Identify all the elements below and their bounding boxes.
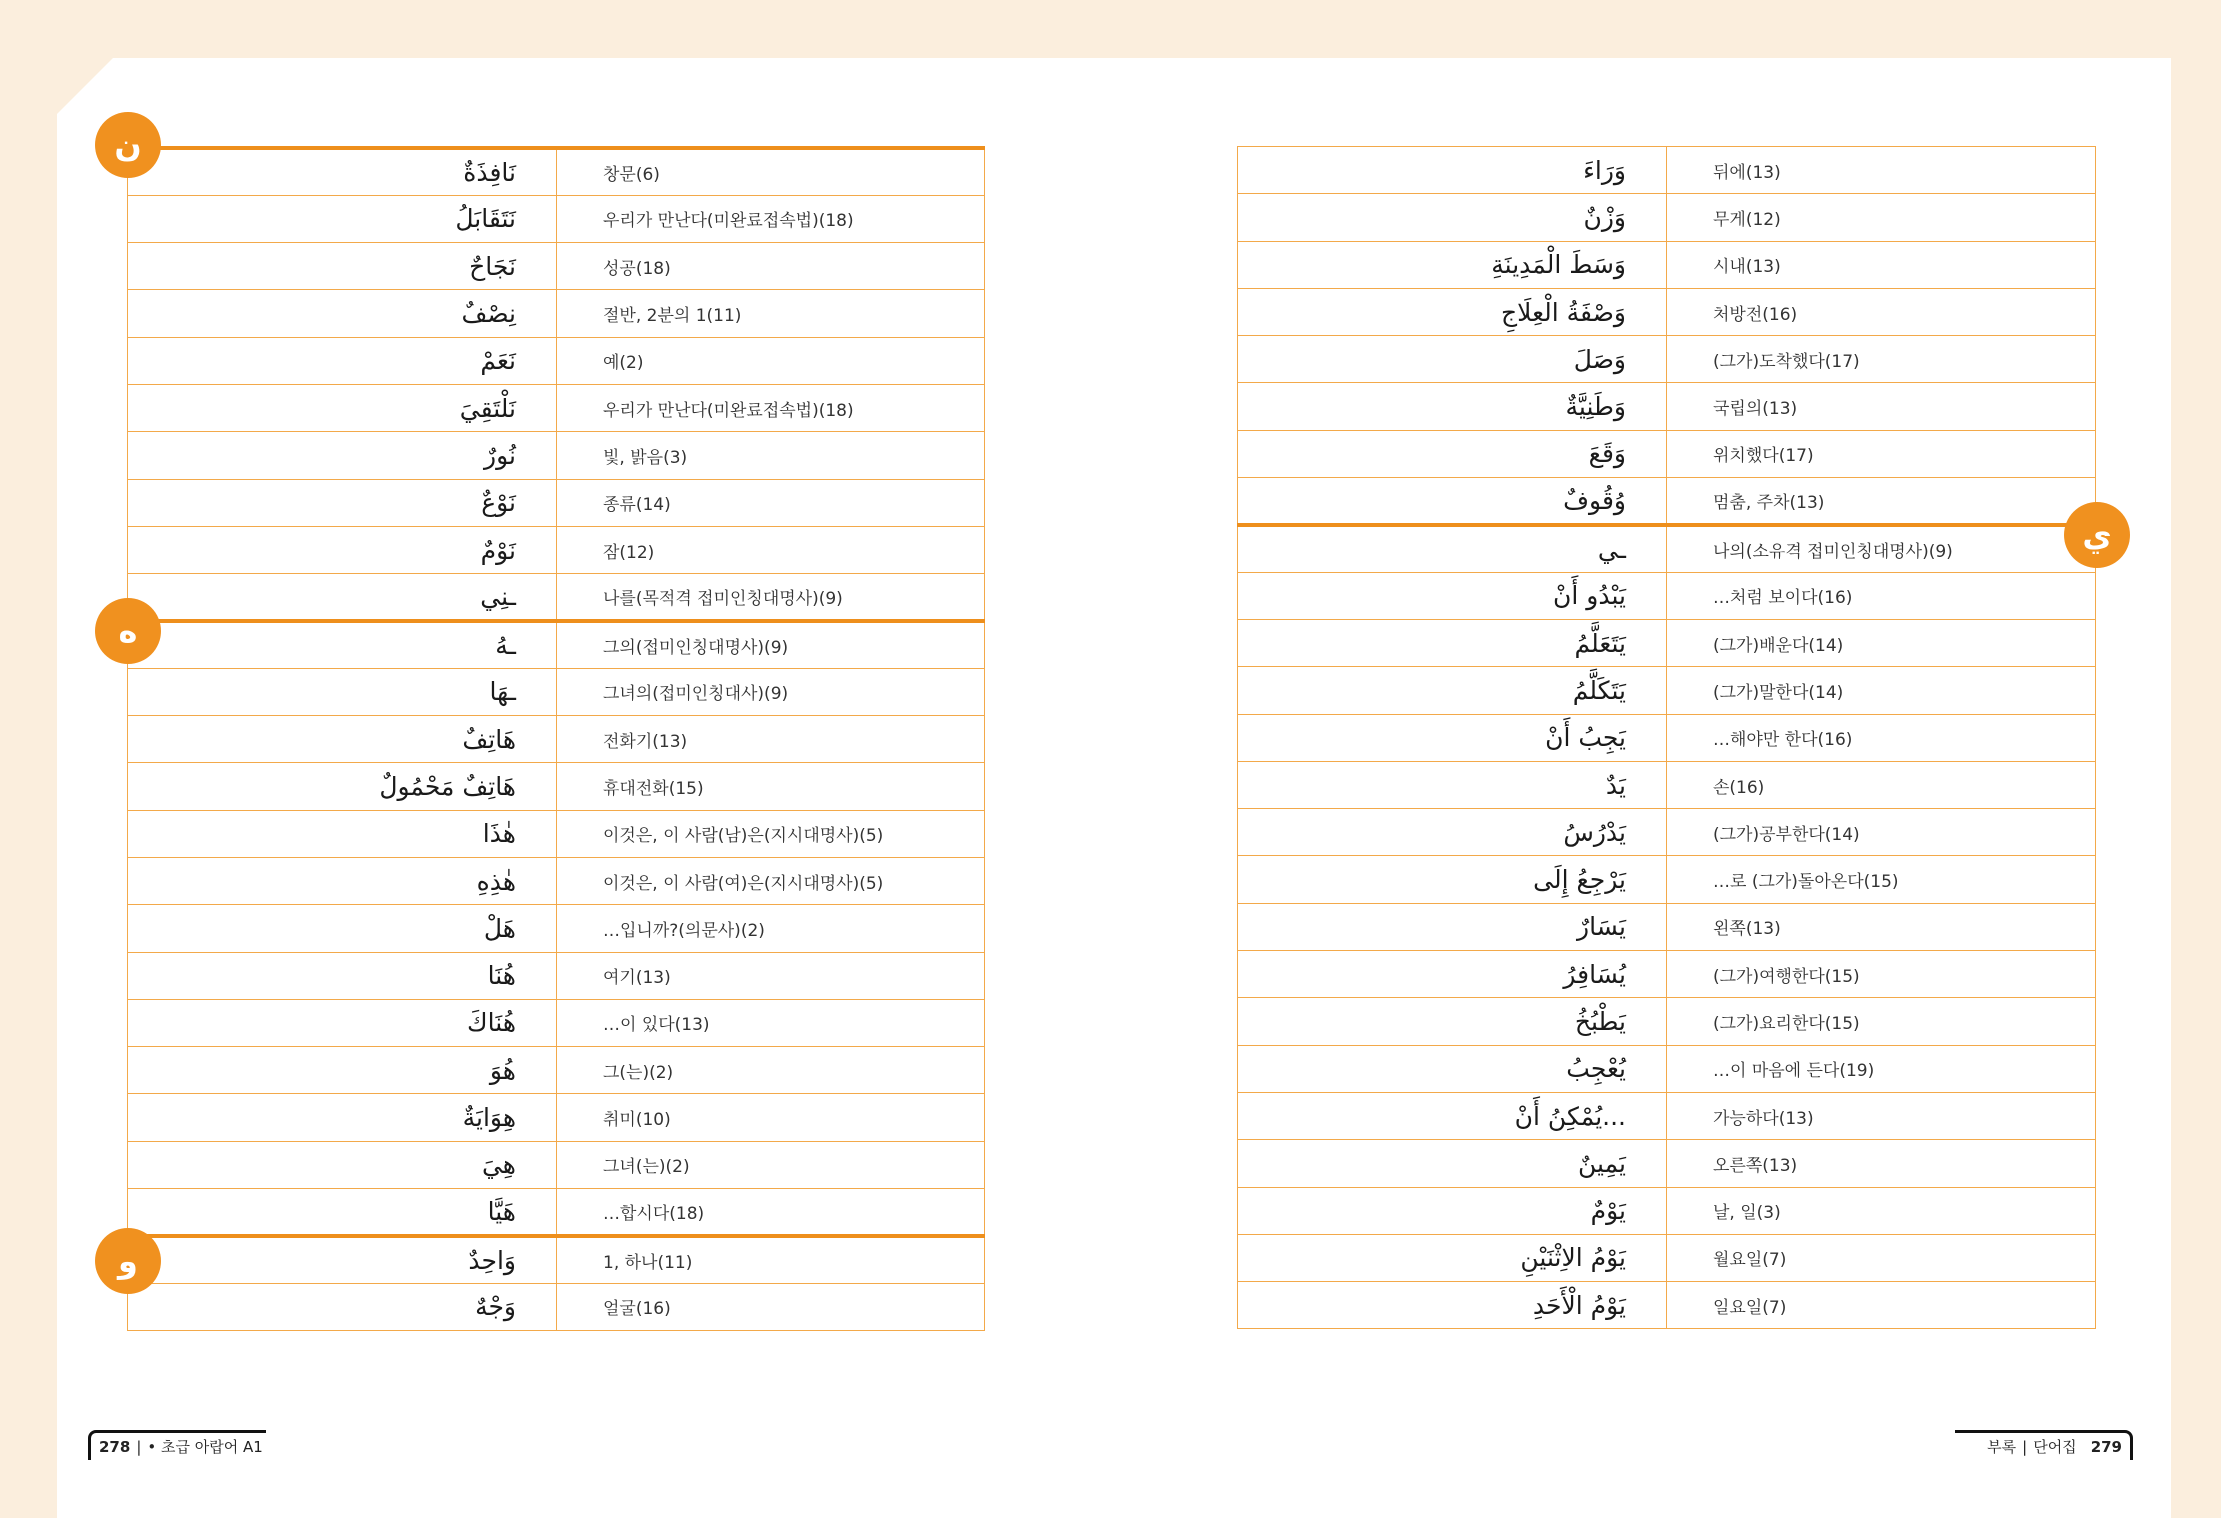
section-letter-nun: ن: [95, 112, 161, 178]
table-row: [128, 337, 985, 384]
korean-meaning: 창문(6): [557, 148, 985, 195]
korean-meaning: (그가)배운다(14): [1667, 619, 2096, 666]
arabic-word: هُنَا: [128, 952, 557, 999]
table-row: [1238, 903, 2096, 950]
arabic-word: وَزْنٌ: [1238, 194, 1667, 241]
korean-meaning: 가능하다(13): [1667, 1092, 2096, 1139]
table-row: [1238, 525, 2096, 572]
arabic-word: يَدٌ: [1238, 761, 1667, 808]
arabic-word: وَقَعَ: [1238, 430, 1667, 477]
korean-meaning: …해야만 한다(16): [1667, 714, 2096, 761]
korean-meaning: 그녀(는)(2): [557, 1141, 985, 1188]
korean-meaning: 여기(13): [557, 952, 985, 999]
korean-meaning: 일요일(7): [1667, 1282, 2096, 1329]
table-row: [128, 1189, 985, 1236]
table-row: [128, 290, 985, 337]
korean-meaning: 멈춤, 주차(13): [1667, 478, 2096, 525]
section-letter-ha: ه: [95, 598, 161, 664]
table-row: [128, 716, 985, 763]
korean-meaning: 우리가 만난다(미완료접속법)(18): [557, 384, 985, 431]
arabic-word: هَيَّا: [128, 1189, 557, 1236]
table-row: [128, 432, 985, 479]
table-row: [1238, 194, 2096, 241]
korean-meaning: 국립의(13): [1667, 383, 2096, 430]
table-row: [1238, 241, 2096, 288]
korean-meaning: 1, 하나(11): [557, 1236, 985, 1283]
table-row: [1238, 998, 2096, 1045]
korean-meaning: 이것은, 이 사람(남)은(지시대명사)(5): [557, 810, 985, 857]
arabic-word: هَلْ: [128, 905, 557, 952]
table-row: [128, 763, 985, 810]
arabic-word: نِصْفٌ: [128, 290, 557, 337]
footer-separator: |: [2022, 1437, 2028, 1456]
korean-meaning: (그가)여행한다(15): [1667, 951, 2096, 998]
table-row: [1238, 288, 2096, 335]
section-letter-waw: و: [95, 1228, 161, 1294]
arabic-word: وَسَطَ الْمَدِينَةِ: [1238, 241, 1667, 288]
arabic-word: ـنِي: [128, 574, 557, 621]
korean-meaning: 잠(12): [557, 526, 985, 573]
arabic-word: ـهَا: [128, 668, 557, 715]
korean-meaning: 그녀의(접미인칭대사)(9): [557, 668, 985, 715]
table-row: [128, 952, 985, 999]
arabic-word: وَصْفَةُ الْعِلَاجِ: [1238, 288, 1667, 335]
korean-meaning: 뒤에(13): [1667, 147, 2096, 194]
footer-section: 부록: [1987, 1438, 2017, 1456]
table-row: [128, 384, 985, 431]
korean-meaning: …로 (그가)돌아온다(15): [1667, 856, 2096, 903]
korean-meaning: 날, 일(3): [1667, 1187, 2096, 1234]
korean-meaning: 성공(18): [557, 243, 985, 290]
table-row: [128, 526, 985, 573]
footer-separator: |: [136, 1437, 142, 1456]
arabic-word: يَدْرُسُ: [1238, 809, 1667, 856]
table-row: [128, 1141, 985, 1188]
korean-meaning: …이 있다(13): [557, 999, 985, 1046]
korean-meaning: 오른쪽(13): [1667, 1140, 2096, 1187]
korean-meaning: 손(16): [1667, 761, 2096, 808]
arabic-word: هَاتِفٌ مَحْمُولٌ: [128, 763, 557, 810]
arabic-word: هُوَ: [128, 1047, 557, 1094]
arabic-word: هَاتِفٌ: [128, 716, 557, 763]
korean-meaning: (그가)말한다(14): [1667, 667, 2096, 714]
arabic-word: هِيَ: [128, 1141, 557, 1188]
arabic-word: يَبْدُو أَنْ: [1238, 572, 1667, 619]
korean-meaning: 종류(14): [557, 479, 985, 526]
arabic-word: ـهُ: [128, 621, 557, 668]
korean-meaning: 취미(10): [557, 1094, 985, 1141]
table-row: [1238, 147, 2096, 194]
table-row: [1238, 336, 2096, 383]
arabic-word: يَسَارٌ: [1238, 903, 1667, 950]
table-row: [1238, 1234, 2096, 1281]
arabic-word: يُسَافِرُ: [1238, 951, 1667, 998]
footer-subsection: 단어집: [2033, 1438, 2077, 1456]
korean-meaning: 위치했다(17): [1667, 430, 2096, 477]
korean-meaning: 왼쪽(13): [1667, 903, 2096, 950]
arabic-word: يَمِينٌ: [1238, 1140, 1667, 1187]
korean-meaning: 휴대전화(15): [557, 763, 985, 810]
arabic-word: هُنَاكَ: [128, 999, 557, 1046]
table-row: [1238, 951, 2096, 998]
korean-meaning: 나의(소유격 접미인칭대명사)(9): [1667, 525, 2096, 572]
table-row: [1238, 572, 2096, 619]
korean-meaning: 월요일(7): [1667, 1234, 2096, 1281]
korean-meaning: (그가)공부한다(14): [1667, 809, 2096, 856]
table-row: [128, 810, 985, 857]
korean-meaning: 시내(13): [1667, 241, 2096, 288]
korean-meaning: 예(2): [557, 337, 985, 384]
table-row: [1238, 1140, 2096, 1187]
table-row: [1238, 714, 2096, 761]
table-row: [128, 857, 985, 904]
korean-meaning: 빛, 밝음(3): [557, 432, 985, 479]
korean-meaning: 무게(12): [1667, 194, 2096, 241]
arabic-word: ...يُمْكِنُ أَنْ: [1238, 1092, 1667, 1139]
arabic-word: وَجْهٌ: [128, 1283, 557, 1330]
korean-meaning: (그가)도착했다(17): [1667, 336, 2096, 383]
footer-right: [1955, 1430, 2133, 1460]
korean-meaning: 이것은, 이 사람(여)은(지시대명사)(5): [557, 857, 985, 904]
arabic-word: هٰذِهِ: [128, 857, 557, 904]
table-row: [1238, 1045, 2096, 1092]
arabic-word: يَطْبُخُ: [1238, 998, 1667, 1045]
book-title: • 초급 아랍어 A1: [147, 1438, 263, 1456]
table-row: [128, 1047, 985, 1094]
arabic-word: وَطَنِيَّةٌ: [1238, 383, 1667, 430]
table-row: [128, 148, 985, 195]
arabic-word: نَجَاحٌ: [128, 243, 557, 290]
table-row: [1238, 809, 2096, 856]
korean-meaning: 절반, 2분의 1(11): [557, 290, 985, 337]
korean-meaning: 나를(목적격 접미인칭대명사)(9): [557, 574, 985, 621]
page-number: 278: [99, 1437, 131, 1456]
arabic-word: يَوْمُ الاِثْنَيْنِ: [1238, 1234, 1667, 1281]
arabic-word: يَوْمٌ: [1238, 1187, 1667, 1234]
table-row: [1238, 1282, 2096, 1329]
table-row: [128, 479, 985, 526]
arabic-word: نُورٌ: [128, 432, 557, 479]
arabic-word: وَرَاءَ: [1238, 147, 1667, 194]
table-row: [128, 905, 985, 952]
table-row: [1238, 383, 2096, 430]
korean-meaning: …이 마음에 든다(19): [1667, 1045, 2096, 1092]
arabic-word: نَافِذَةٌ: [128, 148, 557, 195]
korean-meaning: …처럼 보이다(16): [1667, 572, 2096, 619]
page-number: 279: [2090, 1437, 2122, 1456]
table-row: [128, 999, 985, 1046]
vocab-table-right: [1237, 146, 2096, 1329]
table-row: [1238, 1092, 2096, 1139]
section-letter-ya: ي: [2064, 502, 2130, 568]
table-row: [128, 195, 985, 242]
arabic-word: هٰذَا: [128, 810, 557, 857]
footer-left: [88, 1430, 266, 1460]
arabic-word: يَتَكَلَّمُ: [1238, 667, 1667, 714]
arabic-word: وَاحِدٌ: [128, 1236, 557, 1283]
korean-meaning: 그의(접미인칭대명사)(9): [557, 621, 985, 668]
table-row: [128, 668, 985, 715]
korean-meaning: …입니까?(의문사)(2): [557, 905, 985, 952]
korean-meaning: 전화기(13): [557, 716, 985, 763]
arabic-word: يَتَعَلَّمُ: [1238, 619, 1667, 666]
arabic-word: نَعَمْ: [128, 337, 557, 384]
table-row: [128, 1236, 985, 1283]
arabic-word: نَلْتَقِيَ: [128, 384, 557, 431]
table-row: [1238, 619, 2096, 666]
table-row: [1238, 430, 2096, 477]
arabic-word: نَوْعٌ: [128, 479, 557, 526]
table-row: [1238, 478, 2096, 525]
korean-meaning: 처방전(16): [1667, 288, 2096, 335]
table-row: [128, 574, 985, 621]
korean-meaning: …합시다(18): [557, 1189, 985, 1236]
arabic-word: وُقُوفٌ: [1238, 478, 1667, 525]
arabic-word: نَوْمٌ: [128, 526, 557, 573]
vocab-table-left: [127, 146, 985, 1331]
table-row: [128, 1283, 985, 1330]
arabic-word: يُعْجِبُ: [1238, 1045, 1667, 1092]
korean-meaning: (그가)요리한다(15): [1667, 998, 2096, 1045]
table-row: [128, 621, 985, 668]
table-row: [1238, 1187, 2096, 1234]
table-row: [1238, 856, 2096, 903]
arabic-word: هِوَايَةٌ: [128, 1094, 557, 1141]
korean-meaning: 그(는)(2): [557, 1047, 985, 1094]
arabic-word: يَوْمُ الْأَحَدِ: [1238, 1282, 1667, 1329]
arabic-word: يَجِبُ أَنْ: [1238, 714, 1667, 761]
korean-meaning: 우리가 만난다(미완료접속법)(18): [557, 195, 985, 242]
arabic-word: يَرْجِعُ إِلَى: [1238, 856, 1667, 903]
table-row: [1238, 761, 2096, 808]
arabic-word: نَتَقَابَلُ: [128, 195, 557, 242]
table-row: [128, 243, 985, 290]
table-row: [128, 1094, 985, 1141]
table-row: [1238, 667, 2096, 714]
arabic-word: وَصَلَ: [1238, 336, 1667, 383]
arabic-word: ـي: [1238, 525, 1667, 572]
korean-meaning: 얼굴(16): [557, 1283, 985, 1330]
